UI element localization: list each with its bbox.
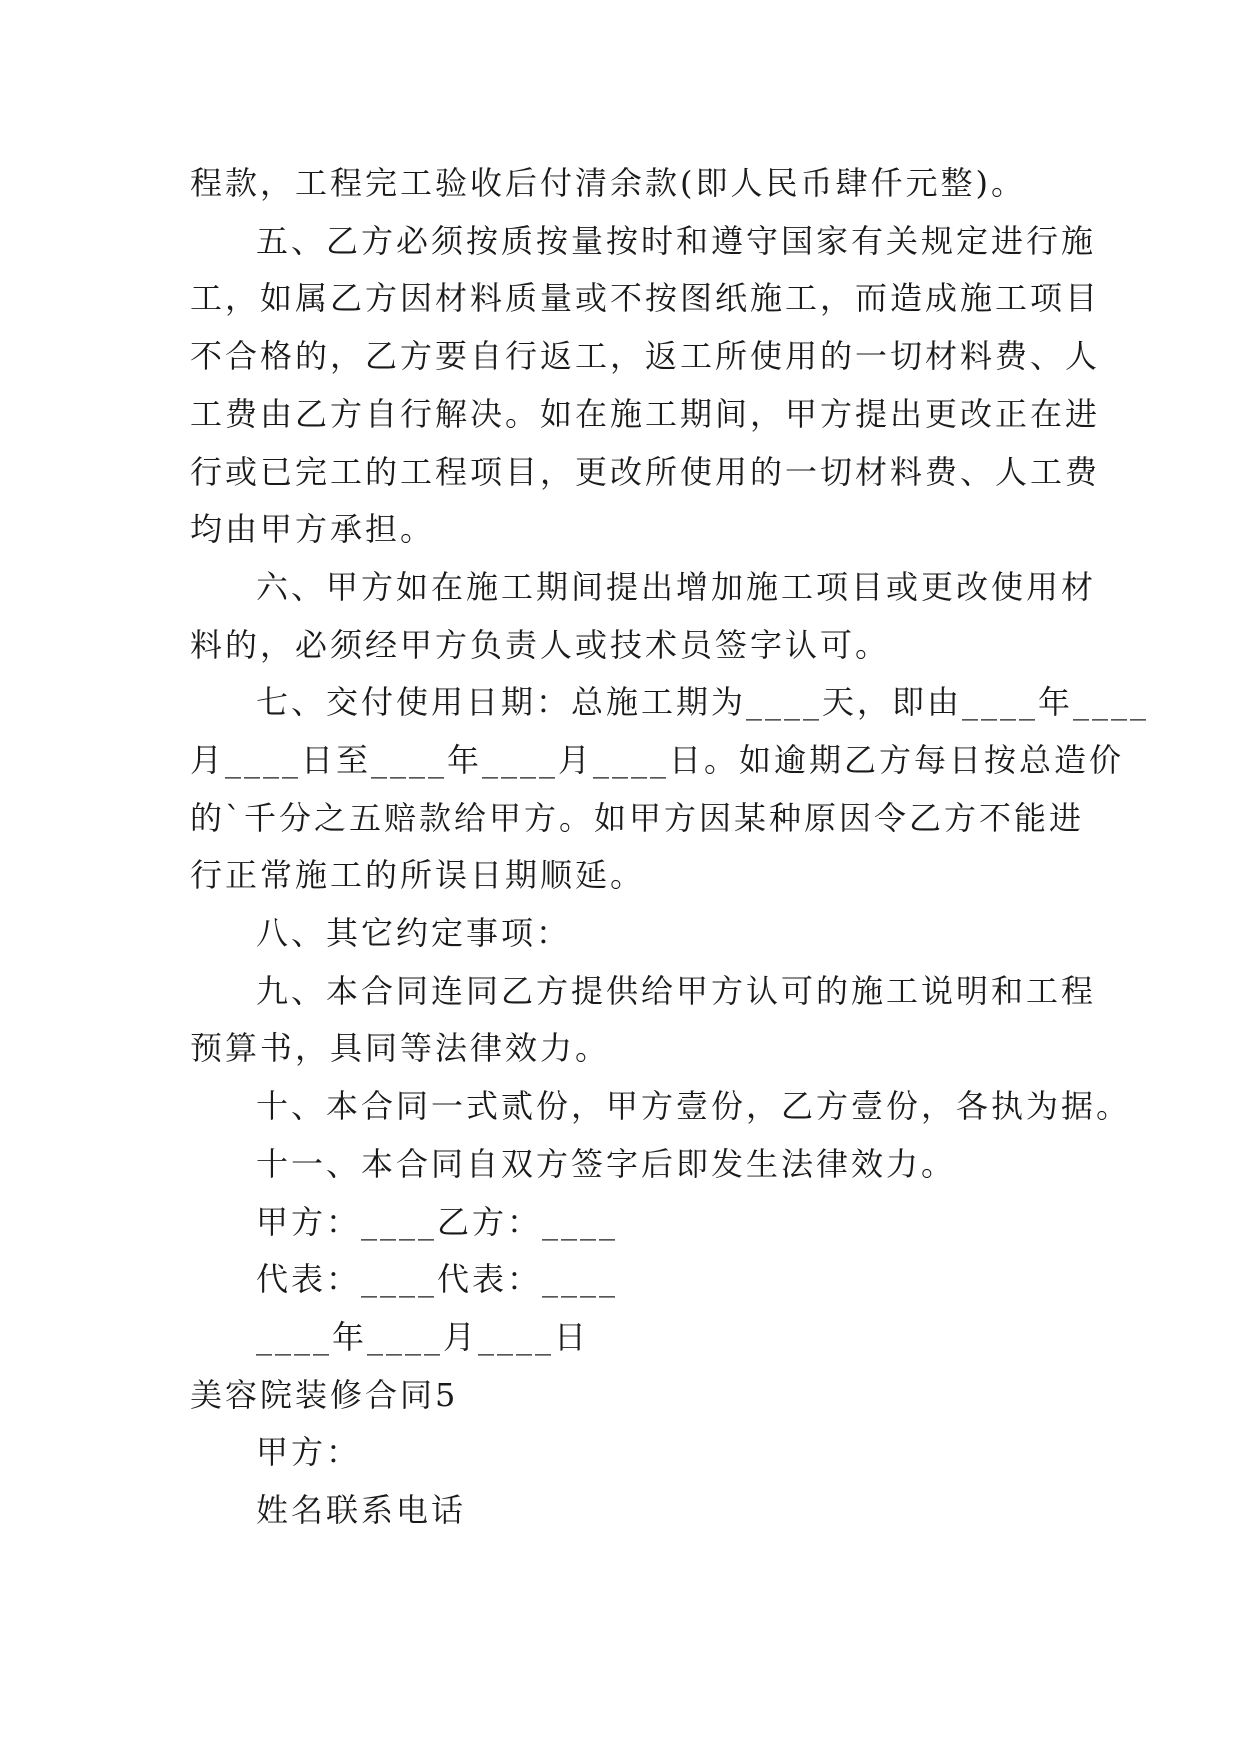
paragraph-line: 甲方： [256, 1433, 362, 1471]
paragraph-line: 八、其它约定事项： [256, 914, 572, 952]
signature-line: 甲方：____乙方：____ [256, 1203, 619, 1241]
paragraph-line: 的`千分之五赔款给甲方。如甲方因某种原因令乙方不能进 [190, 799, 1085, 837]
paragraph-line: 月____日至____年____月____日。如逾期乙方每日按总造价 [190, 741, 1125, 779]
paragraph-line: 行或已完工的工程项目，更改所使用的一切材料费、人工费 [190, 453, 1101, 491]
section-title: 美容院装修合同5 [190, 1376, 459, 1414]
date-line: ____年____月____日 [256, 1318, 590, 1356]
paragraph-line: 程款，工程完工验收后付清余款(即人民币肆仟元整)。 [190, 164, 1026, 202]
paragraph-line: 九、本合同连同乙方提供给甲方认可的施工说明和工程 [256, 972, 1097, 1010]
paragraph-line: 十、本合同一式贰份，甲方壹份，乙方壹份，各执为据。 [256, 1087, 1132, 1125]
paragraph-line: 六、甲方如在施工期间提出增加施工项目或更改使用材 [256, 568, 1097, 606]
paragraph-line: 均由甲方承担。 [190, 510, 436, 548]
paragraph-line: 姓名联系电话 [256, 1491, 467, 1529]
paragraph-line: 工费由乙方自行解决。如在施工期间，甲方提出更改正在进 [190, 395, 1101, 433]
signature-line: 代表：____代表：____ [256, 1260, 619, 1298]
paragraph-line: 七、交付使用日期：总施工期为____天，即由____年____ [256, 683, 1150, 721]
paragraph-line: 行正常施工的所误日期顺延。 [190, 856, 646, 894]
paragraph-line: 工，如属乙方因材料质量或不按图纸施工，而造成施工项目 [190, 279, 1101, 317]
paragraph-line: 预算书，具同等法律效力。 [190, 1029, 611, 1067]
paragraph-line: 不合格的，乙方要自行返工，返工所使用的一切材料费、人 [190, 337, 1101, 375]
paragraph-line: 五、乙方必须按质按量按时和遵守国家有关规定进行施 [256, 222, 1097, 260]
paragraph-line: 料的，必须经甲方负责人或技术员签字认可。 [190, 626, 891, 664]
paragraph-line: 十一、本合同自双方签字后即发生法律效力。 [256, 1145, 957, 1183]
